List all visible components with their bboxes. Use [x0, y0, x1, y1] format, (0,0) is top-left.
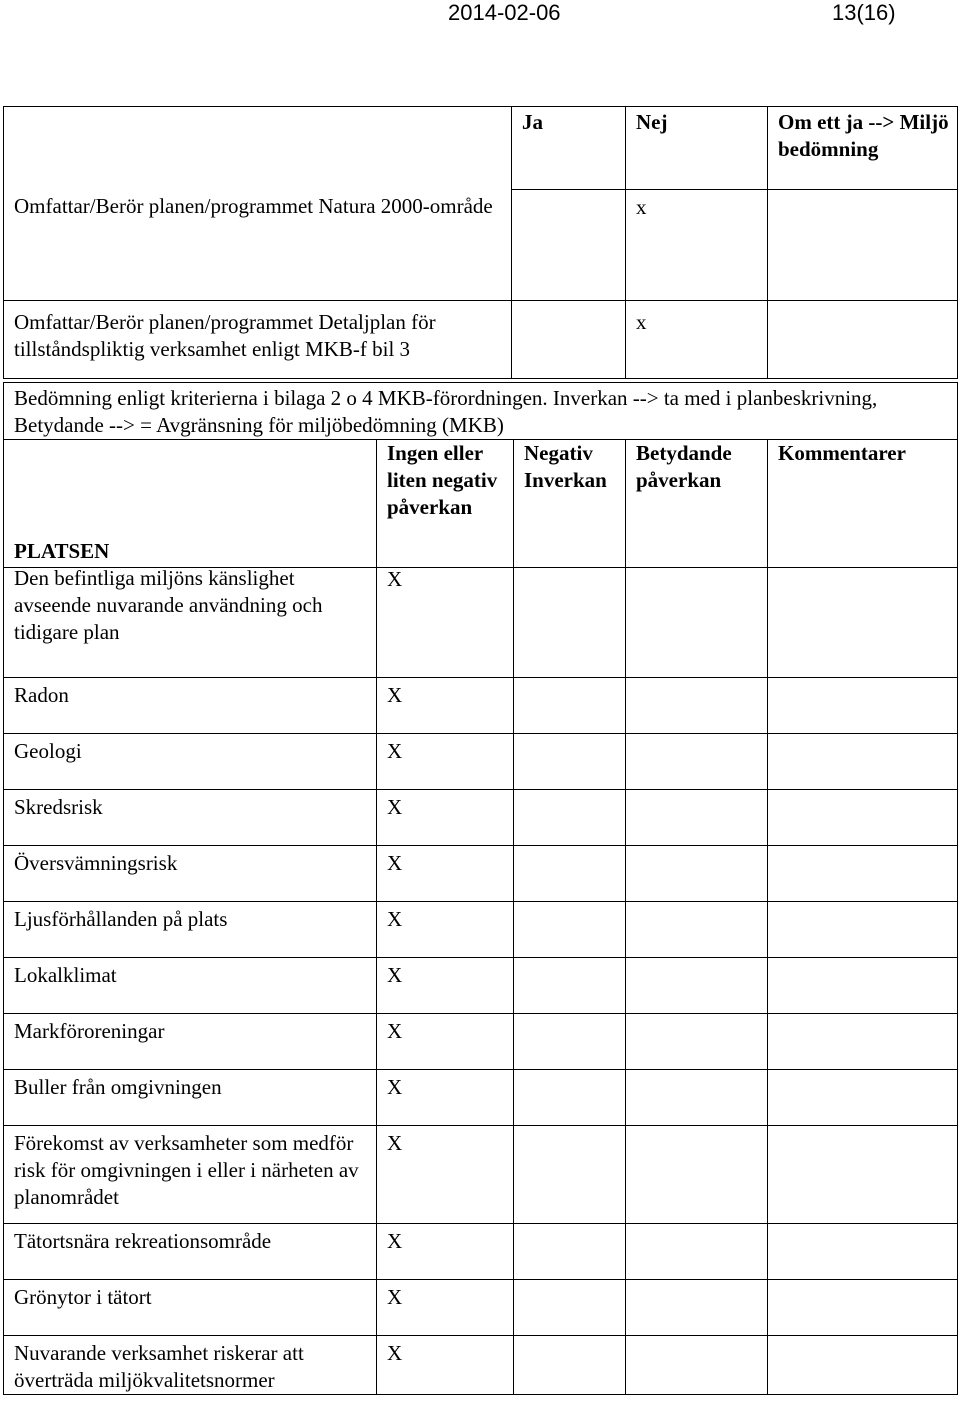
- col-header-miljo: Om ett ja --> Miljö bedömning: [768, 107, 958, 190]
- row-label: Lokalklimat: [4, 958, 377, 1014]
- scope-table: [3, 106, 958, 379]
- row-label: Nuvarande verksamhet riskerar att överträda miljökvalitetsnormer: [4, 1336, 377, 1395]
- scope-table-row: [4, 301, 958, 379]
- table-row: [4, 1280, 958, 1336]
- row-label: Översvämningsrisk: [4, 846, 377, 902]
- table-row: [4, 1224, 958, 1280]
- table-row: [4, 568, 958, 678]
- table-row: [4, 790, 958, 846]
- cell-betydande: [626, 568, 768, 678]
- row-label: Förekomst av verksamheter som medför risk för omgivningen i eller i närheten av planområdet: [4, 1126, 377, 1224]
- scope-label: Omfattar/Berör planen/programmet Detaljplan för tillståndspliktig verksamhet enligt MKB-f bil 3: [4, 301, 512, 379]
- cell-negativ: [514, 568, 626, 678]
- cell-ingen: X: [377, 1336, 514, 1395]
- cell-ingen: X: [377, 902, 514, 958]
- cell-ingen: X: [377, 1014, 514, 1070]
- row-label: Skredsrisk: [4, 790, 377, 846]
- col-header-kommentarer: Kommentarer: [768, 440, 958, 568]
- row-label: Ljusförhållanden på plats: [4, 902, 377, 958]
- col-header-betydande: Betydande påverkan: [626, 440, 768, 568]
- cell-nej: x: [626, 301, 768, 379]
- table-row: [4, 734, 958, 790]
- table-row: [4, 1336, 958, 1395]
- scope-label: Omfattar/Berör planen/programmet Natura 2000-område: [4, 107, 512, 301]
- table-row: [4, 1126, 958, 1224]
- page-number: 13(16): [832, 0, 896, 25]
- header-date: 2014-02-06: [448, 0, 561, 25]
- col-header-nej: Nej: [626, 107, 768, 190]
- row-label: Den befintliga miljöns känslighet avseende nuvarande användning och tidigare plan: [14, 566, 323, 644]
- col-header-ingen: Ingen eller liten negativ påverkan: [377, 440, 514, 568]
- cell-ingen: X: [377, 846, 514, 902]
- cell-ingen: X: [387, 567, 403, 591]
- cell-ingen: X: [377, 678, 514, 734]
- row-label: Geologi: [4, 734, 377, 790]
- row-label: Grönytor i tätort: [4, 1280, 377, 1336]
- table-row: [4, 902, 958, 958]
- cell-miljo: [768, 190, 958, 301]
- cell-ingen: X: [377, 1224, 514, 1280]
- page-header: [0, 0, 960, 30]
- row-label: Markföroreningar: [4, 1014, 377, 1070]
- col-header-ja: Ja: [512, 107, 626, 190]
- row-label: Tätortsnära rekreationsområde: [4, 1224, 377, 1280]
- cell-ja: [512, 301, 626, 379]
- cell-ingen: X: [377, 1280, 514, 1336]
- table-row: [4, 846, 958, 902]
- cell-miljo: [768, 301, 958, 379]
- cell-nej: x: [626, 190, 768, 301]
- table-row: [4, 1014, 958, 1070]
- table-row: [4, 958, 958, 1014]
- scope-table-row: [4, 107, 958, 190]
- cell-ingen: X: [377, 1070, 514, 1126]
- cell-ja: [512, 190, 626, 301]
- cell-ingen: X: [377, 1126, 514, 1224]
- cell-ingen: X: [377, 734, 514, 790]
- assessment-table: [3, 382, 958, 1395]
- table-row: [4, 678, 958, 734]
- row-label: Radon: [4, 678, 377, 734]
- assessment-intro: Bedömning enligt kriterierna i bilaga 2 o 4 MKB-förordningen. Inverkan --> ta med i planbeskrivning, Betydande --> = Avgränsning för miljöbedömning (MKB): [4, 383, 958, 440]
- col-header-negativ: Negativ Inverkan: [514, 440, 626, 568]
- section-title: PLATSEN: [14, 539, 110, 563]
- cell-kommentarer: [768, 568, 958, 678]
- table-row: [4, 1070, 958, 1126]
- cell-ingen: X: [377, 790, 514, 846]
- row-label: Buller från omgivningen: [4, 1070, 377, 1126]
- cell-ingen: X: [377, 958, 514, 1014]
